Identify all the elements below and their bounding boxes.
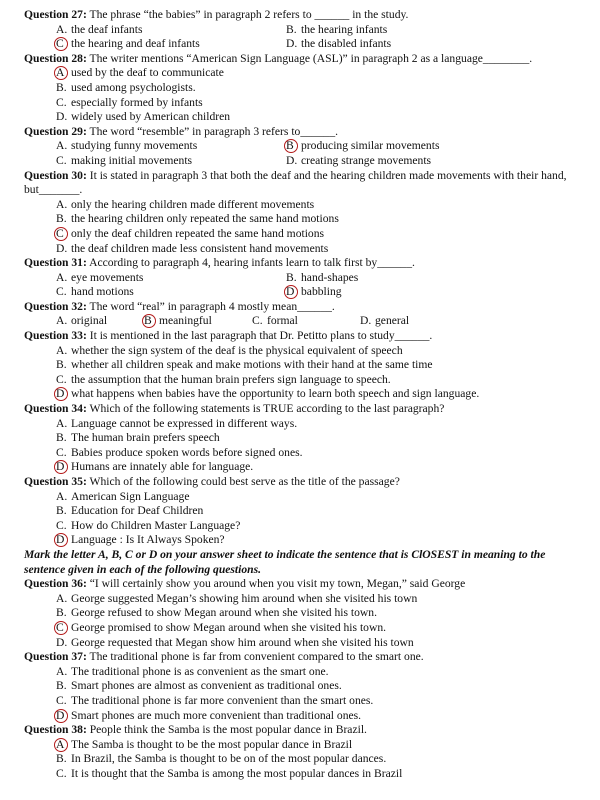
question-number: Question 38:: [24, 723, 87, 737]
answer-option[interactable]: [24, 66, 582, 81]
question-text: The writer mentions “American Sign Language (ASL)” in paragraph 2 as a language________.: [86, 51, 533, 65]
option-letter: C.: [252, 314, 263, 328]
option-text: It is thought that the Samba is among the most popular dances in Brazil: [71, 766, 403, 780]
answer-option[interactable]: [286, 139, 516, 154]
option-letter: A.: [56, 664, 68, 678]
option-text: only the deaf children repeated the same hand motions: [71, 226, 325, 240]
answer-option[interactable]: [24, 198, 582, 213]
question: [24, 329, 582, 402]
answer-option[interactable]: [286, 23, 516, 38]
question-text: “I will certainly show you around when you visit my town, Megan,” said George: [86, 577, 466, 591]
option-letter: B.: [56, 80, 67, 94]
answer-option[interactable]: [24, 227, 582, 242]
question: [24, 475, 582, 548]
options-row: [24, 23, 582, 38]
circled-answer-letter: D: [56, 533, 71, 548]
option-letter: B.: [286, 270, 297, 284]
answer-option[interactable]: [24, 752, 582, 767]
option-letter: D.: [286, 37, 298, 51]
option-text: general: [375, 314, 410, 328]
options-row: [24, 285, 582, 300]
option-letter: A.: [56, 139, 68, 153]
question-number: Question 31:: [24, 256, 87, 270]
option-text: In Brazil, the Samba is thought to be on of the most popular dances.: [71, 752, 387, 766]
question: [24, 125, 582, 169]
option-letter: C.: [56, 693, 67, 707]
answer-option[interactable]: [144, 314, 252, 329]
question: [24, 723, 582, 781]
question-number: Question 27:: [24, 8, 87, 21]
answer-option[interactable]: [24, 271, 286, 286]
option-letter: B.: [56, 212, 67, 226]
option-text: what happens when babies have the opportunity to learn both speech and sign language.: [71, 387, 480, 401]
option-letter: B.: [56, 504, 67, 518]
option-text: Language : Is It Always Spoken?: [71, 533, 225, 547]
question-number: Question 33:: [24, 329, 87, 343]
questions-section-reading: [24, 8, 582, 548]
option-letter: A.: [56, 270, 68, 284]
option-letter: B.: [286, 22, 297, 36]
option-letter: B.: [56, 358, 67, 372]
question-stem: [24, 52, 582, 67]
option-letter: A.: [56, 416, 68, 430]
instruction-text: Mark the letter A, B, C or D on your answer sheet to indicate the sentence that is ClOSEST in meaning to the sentence given in each of the following questions.: [24, 547, 546, 576]
option-letter: A.: [56, 489, 68, 503]
option-text: used by the deaf to communicate: [71, 66, 224, 80]
question-text: The word “real” in paragraph 4 mostly mean______.: [86, 299, 335, 313]
answer-option[interactable]: [24, 636, 582, 651]
option-letter: D.: [360, 314, 372, 328]
answer-option[interactable]: [24, 81, 582, 96]
option-text: meaningful: [159, 314, 212, 328]
option-text: George requested that Megan show him around when she visited his town: [71, 635, 414, 649]
circled-answer-letter: A: [56, 738, 71, 753]
question-number: Question 30:: [24, 168, 87, 182]
option-letter: C.: [56, 153, 67, 167]
option-text: especially formed by infants: [71, 95, 203, 109]
question-text: Which of the following could best serve as the title of the passage?: [86, 475, 400, 488]
answer-option[interactable]: [24, 417, 582, 432]
answer-option[interactable]: [24, 431, 582, 446]
answer-option[interactable]: [24, 358, 582, 373]
answer-option[interactable]: [24, 242, 582, 257]
option-letter: C.: [56, 766, 67, 780]
answer-option[interactable]: [24, 387, 582, 402]
answer-option[interactable]: [24, 709, 582, 724]
question: [24, 402, 582, 475]
option-text: hand motions: [71, 285, 134, 299]
options-row: [24, 139, 582, 154]
option-letter: A.: [56, 314, 68, 328]
circled-answer-letter: D: [56, 460, 71, 475]
option-letter: C.: [56, 372, 67, 386]
option-letter: A.: [56, 22, 68, 36]
option-text: Language cannot be expressed in different ways.: [71, 416, 298, 430]
answer-option[interactable]: [24, 519, 582, 534]
answer-option[interactable]: [24, 285, 286, 300]
answer-option[interactable]: [24, 533, 582, 548]
answer-option[interactable]: [24, 767, 582, 782]
question-stem: [24, 402, 582, 417]
question-stem: [24, 329, 582, 344]
option-letter: D.: [56, 241, 68, 255]
question-stem: [24, 256, 582, 271]
answer-option[interactable]: [24, 139, 286, 154]
option-text: used among psychologists.: [71, 80, 196, 94]
option-text: whether all children speak and make motions with their hand at the same time: [71, 358, 433, 372]
question-stem: [24, 300, 582, 315]
circled-answer-letter: D: [56, 709, 71, 724]
answer-option[interactable]: [24, 738, 582, 753]
options-row: [24, 154, 582, 169]
option-text: Humans are innately able for language.: [71, 460, 254, 474]
options-row: [24, 37, 582, 52]
option-text: hand-shapes: [301, 270, 359, 284]
question-text: People think the Samba is the most popular dance in Brazil.: [86, 723, 367, 737]
option-text: producing similar movements: [301, 139, 440, 153]
question-stem: [24, 125, 582, 140]
option-text: American Sign Language: [71, 489, 190, 503]
question-text: The traditional phone is far from convenient compared to the smart one.: [86, 650, 424, 664]
option-text: George promised to show Megan around when she visited his town.: [71, 620, 387, 634]
question: [24, 169, 582, 257]
option-letter: B.: [56, 679, 67, 693]
answer-option[interactable]: [286, 285, 516, 300]
question-text: It is mentioned in the last paragraph that Dr. Petitto plans to study______.: [86, 329, 433, 343]
option-text: babbling: [301, 285, 342, 299]
option-letter: D.: [56, 635, 68, 649]
option-letter: C.: [56, 518, 67, 532]
circled-answer-letter: B: [286, 139, 301, 154]
option-text: the assumption that the human brain prefers sign language to speech.: [71, 372, 391, 386]
answer-option[interactable]: [24, 373, 582, 388]
question: [24, 8, 582, 52]
option-text: the deaf children made less consistent hand movements: [71, 241, 329, 255]
question-number: Question 32:: [24, 299, 87, 313]
option-text: studying funny movements: [71, 139, 198, 153]
option-letter: D.: [56, 110, 68, 124]
option-text: creating strange movements: [301, 153, 432, 167]
question-number: Question 29:: [24, 124, 87, 138]
option-letter: B.: [56, 431, 67, 445]
option-text: the hearing infants: [301, 22, 388, 36]
answer-option[interactable]: [24, 23, 286, 38]
option-text: Babies produce spoken words before signed ones.: [71, 445, 303, 459]
option-letter: C.: [56, 95, 67, 109]
option-text: The traditional phone is far more convenient than the smart ones.: [71, 693, 374, 707]
option-text: eye movements: [71, 270, 144, 284]
option-letter: B.: [56, 606, 67, 620]
question-stem: [24, 8, 582, 23]
option-text: original: [71, 314, 108, 328]
answer-option[interactable]: [24, 592, 582, 607]
answer-option[interactable]: [286, 271, 516, 286]
question-text: According to paragraph 4, hearing infants learn to talk first by______.: [86, 256, 415, 270]
answer-option[interactable]: [24, 460, 582, 475]
option-letter: A.: [56, 591, 68, 605]
questions-section-closest-meaning: [24, 577, 582, 781]
answer-option[interactable]: [24, 446, 582, 461]
answer-option[interactable]: [24, 694, 582, 709]
option-text: Education for Deaf Children: [71, 504, 204, 518]
question-stem: [24, 650, 582, 665]
answer-option[interactable]: [24, 37, 286, 52]
option-letter: D.: [286, 153, 298, 167]
question: [24, 577, 582, 650]
answer-option[interactable]: [286, 154, 516, 169]
answer-option[interactable]: [24, 96, 582, 111]
answer-option[interactable]: [24, 490, 582, 505]
option-letter: C.: [56, 285, 67, 299]
answer-option[interactable]: [24, 212, 582, 227]
option-text: George refused to show Megan around when she visited his town.: [71, 606, 377, 620]
answer-option[interactable]: [24, 606, 582, 621]
question-number: Question 36:: [24, 577, 87, 591]
answer-option[interactable]: [24, 504, 582, 519]
answer-option[interactable]: [24, 154, 286, 169]
option-letter: B.: [56, 752, 67, 766]
question-number: Question 35:: [24, 475, 87, 488]
answer-option[interactable]: [286, 37, 516, 52]
option-text: the hearing children only repeated the same hand motions: [71, 212, 339, 226]
option-text: Smart phones are almost as convenient as traditional ones.: [71, 679, 342, 693]
circled-answer-letter: C: [56, 227, 71, 242]
answer-option[interactable]: [24, 621, 582, 636]
option-letter: A.: [56, 197, 68, 211]
option-text: Smart phones are much more convenient than traditional ones.: [71, 708, 362, 722]
options-row: [24, 271, 582, 286]
question-stem: [24, 475, 582, 490]
option-text: the deaf infants: [71, 22, 143, 36]
option-text: The Samba is thought to be the most popular dance in Brazil: [71, 737, 353, 751]
question-text: Which of the following statements is TRUE according to the last paragraph?: [86, 402, 445, 416]
options-row: [24, 314, 582, 329]
option-text: widely used by American children: [71, 110, 231, 124]
answer-option[interactable]: [24, 344, 582, 359]
question-text: The phrase “the babies” in paragraph 2 refers to ______ in the study.: [86, 8, 409, 21]
circled-answer-letter: C: [56, 621, 71, 636]
option-text: How do Children Master Language?: [71, 518, 241, 532]
question-stem: [24, 723, 582, 738]
option-text: whether the sign system of the deaf is the physical equivalent of speech: [71, 343, 403, 357]
option-text: making initial movements: [71, 153, 193, 167]
answer-option[interactable]: [252, 314, 360, 329]
answer-option[interactable]: [24, 665, 582, 680]
question: [24, 52, 582, 125]
answer-option[interactable]: [24, 314, 144, 329]
option-letter: C.: [56, 445, 67, 459]
option-text: formal: [267, 314, 298, 328]
question-number: Question 34:: [24, 402, 87, 416]
question-text: The word “resemble” in paragraph 3 refers to______.: [86, 124, 339, 138]
question-number: Question 28:: [24, 51, 87, 65]
answer-option[interactable]: [24, 110, 582, 125]
option-letter: A.: [56, 343, 68, 357]
option-text: the disabled infants: [301, 37, 392, 51]
circled-answer-letter: D: [56, 387, 71, 402]
question-number: Question 37:: [24, 650, 87, 664]
option-text: The traditional phone is as convenient as the smart one.: [71, 664, 329, 678]
option-text: only the hearing children made different movements: [71, 197, 315, 211]
question-text: It is stated in paragraph 3 that both the deaf and the hearing children made movements with their hand, but_______.: [24, 168, 567, 197]
question-stem: [24, 169, 582, 198]
circled-answer-letter: B: [144, 314, 159, 329]
circled-answer-letter: D: [286, 285, 301, 300]
question: [24, 300, 582, 329]
answer-option[interactable]: [24, 679, 582, 694]
option-text: George suggested Megan’s showing him around when she visited his town: [71, 591, 418, 605]
circled-answer-letter: A: [56, 66, 71, 81]
option-text: the hearing and deaf infants: [71, 37, 200, 51]
answer-option[interactable]: [360, 314, 468, 329]
option-text: The human brain prefers speech: [71, 431, 220, 445]
question: [24, 256, 582, 300]
question-stem: [24, 577, 582, 592]
question: [24, 650, 582, 723]
circled-answer-letter: C: [56, 37, 71, 52]
